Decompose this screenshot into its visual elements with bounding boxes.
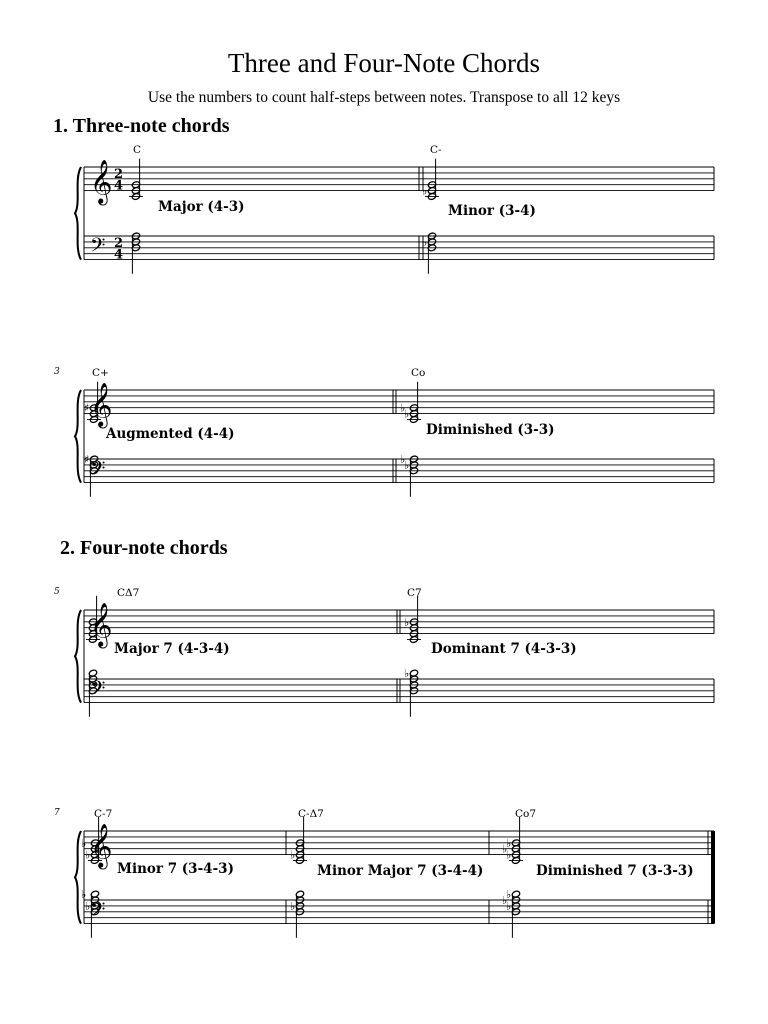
flat-accidental: ♭ bbox=[506, 888, 512, 902]
chord-quality-label: Augmented (4-4) bbox=[106, 426, 235, 442]
chord-quality-label: Major 7 (4-3-4) bbox=[114, 641, 230, 657]
measure-number: 3 bbox=[54, 367, 60, 377]
flat-accidental: ♭ bbox=[85, 899, 91, 913]
brace bbox=[75, 610, 81, 703]
flat-accidental: ♭ bbox=[400, 453, 406, 466]
chord-quality-label: Dominant 7 (4-3-3) bbox=[431, 641, 577, 657]
flat-accidental: ♭ bbox=[404, 407, 410, 421]
flat-accidental: ♭ bbox=[85, 848, 91, 862]
time-signature-bottom: 4 bbox=[114, 178, 124, 194]
chord-symbol: C+ bbox=[92, 367, 109, 379]
chord-symbol: Co bbox=[411, 367, 426, 379]
staff-system bbox=[75, 144, 714, 274]
bass-clef-icon: 𝄢 bbox=[90, 233, 106, 262]
flat-accidental: ♭ bbox=[290, 899, 296, 913]
flat-accidental: ♭ bbox=[404, 615, 410, 629]
brace bbox=[75, 390, 81, 483]
bass-clef-icon: 𝄢 bbox=[90, 456, 106, 485]
chord-symbol: Co7 bbox=[515, 808, 537, 820]
sharp-accidental: ♯ bbox=[84, 453, 90, 466]
chord-quality-label: Diminished (3-3) bbox=[426, 422, 555, 438]
page-title: Three and Four-Note Chords bbox=[227, 48, 541, 78]
chord-symbol: C- bbox=[430, 144, 442, 156]
measure-number: 5 bbox=[54, 587, 60, 597]
chord-quality-label: Minor Major 7 (3-4-4) bbox=[317, 863, 484, 879]
flat-accidental: ♭ bbox=[290, 848, 296, 862]
section-heading-four-note: 2. Four-note chords bbox=[60, 537, 228, 559]
measure-number: 7 bbox=[54, 808, 60, 818]
flat-accidental: ♭ bbox=[502, 842, 508, 856]
flat-accidental: ♭ bbox=[81, 888, 87, 902]
brace bbox=[75, 167, 81, 260]
treble-clef-icon: 𝄞 bbox=[90, 382, 113, 427]
bass-clef-icon: 𝄢 bbox=[90, 676, 106, 705]
flat-accidental: ♭ bbox=[81, 836, 87, 850]
chord-quality-label: Minor 7 (3-4-3) bbox=[117, 861, 234, 877]
flat-accidental: ♭ bbox=[422, 184, 428, 198]
flat-accidental: ♭ bbox=[422, 235, 428, 249]
chord-quality-label: Minor (3-4) bbox=[448, 203, 536, 219]
flat-accidental: ♭ bbox=[506, 836, 512, 850]
bass-clef-icon: 𝄢 bbox=[90, 897, 106, 926]
chord-symbol: C bbox=[133, 144, 142, 156]
chord-quality-label: Major (4-3) bbox=[158, 199, 245, 215]
page-subtitle: Use the numbers to count half-steps between notes. Transpose to all 12 keys bbox=[147, 89, 621, 106]
treble-clef-icon: 𝄞 bbox=[90, 602, 113, 647]
flat-accidental: ♭ bbox=[400, 401, 406, 415]
chord-symbol: CΔ7 bbox=[117, 587, 140, 599]
flat-accidental: ♭ bbox=[404, 458, 410, 472]
staff-system bbox=[54, 367, 714, 497]
time-signature-bottom: 4 bbox=[114, 247, 124, 263]
staff-system bbox=[54, 808, 715, 938]
time-signature-top: 2 bbox=[114, 166, 124, 182]
sharp-accidental: ♯ bbox=[84, 401, 90, 415]
flat-accidental: ♭ bbox=[404, 667, 410, 681]
flat-accidental: ♭ bbox=[506, 848, 512, 862]
flat-accidental: ♭ bbox=[502, 894, 508, 907]
chord-symbol: C7 bbox=[407, 587, 422, 599]
flat-accidental: ♭ bbox=[506, 899, 512, 913]
chord-symbol: C-Δ7 bbox=[298, 808, 324, 820]
staff-system bbox=[54, 587, 714, 717]
final-barline-thick bbox=[711, 831, 715, 924]
time-signature-top: 2 bbox=[114, 235, 124, 251]
chord-quality-label: Diminished 7 (3-3-3) bbox=[536, 863, 694, 879]
treble-clef-icon: 𝄞 bbox=[90, 823, 113, 868]
chord-symbol: C-7 bbox=[94, 808, 113, 820]
section-heading-three-note: 1. Three-note chords bbox=[53, 115, 230, 137]
treble-clef-icon: 𝄞 bbox=[90, 159, 113, 204]
